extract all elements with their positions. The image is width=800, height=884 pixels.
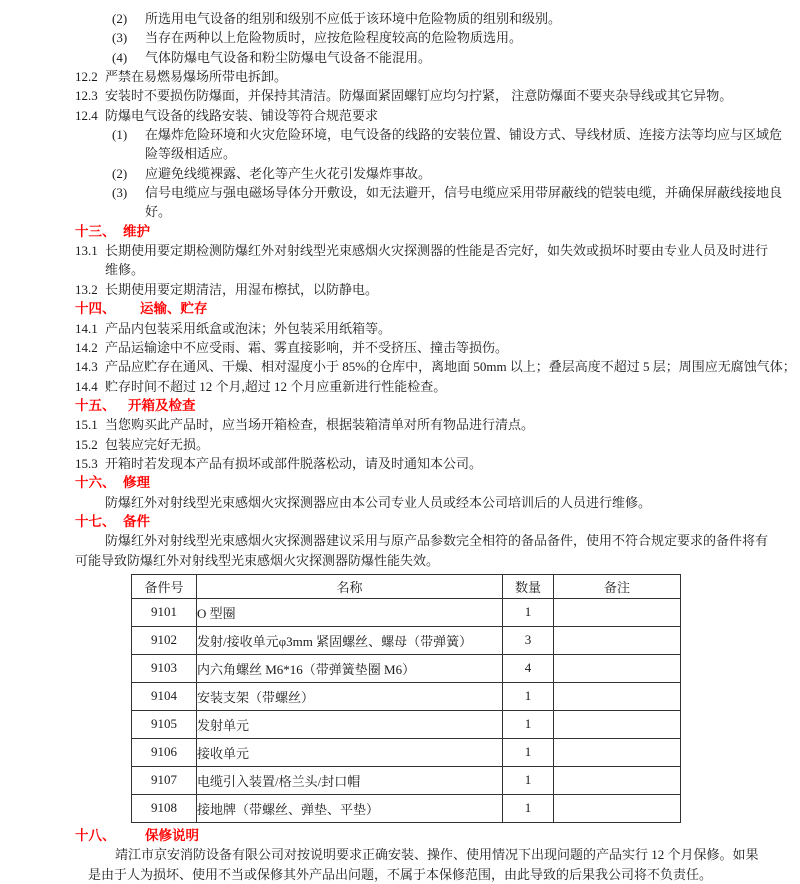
clause-text: 严禁在易燃易爆场所带电拆卸。 — [105, 69, 288, 85]
clause-number: 14.3 — [75, 359, 98, 375]
list-item — [75, 9, 740, 28]
clause-number: 15.3 — [75, 455, 98, 471]
heading-number: 十六、 — [75, 475, 116, 491]
heading-title: 运输、贮存 — [140, 301, 208, 317]
name-cell: 安装支架（带螺丝） — [197, 682, 503, 710]
name-cell: 接地牌（带螺丝、弹垫、平垫） — [197, 794, 503, 822]
item-number: (3) — [112, 185, 128, 201]
clause-text: 产品内包装采用纸盒或泡沫；外包装采用纸箱等。 — [105, 320, 392, 336]
table-row — [132, 710, 681, 738]
item-number: (2) — [112, 11, 128, 26]
item-number: (1) — [112, 127, 128, 143]
heading-number: 十八、 — [75, 827, 116, 843]
clause-number: 12.3 — [75, 88, 98, 104]
name-cell: 电缆引入装置/格兰头/封口帽 — [197, 766, 503, 794]
clause-text: 开箱时若发现本产品有损坏或部件脱落松动，请及时通知本公司。 — [105, 455, 483, 471]
part-no-cell: 9103 — [132, 654, 197, 682]
clause-12-4 — [75, 106, 740, 125]
heading-number: 十四、 — [75, 301, 116, 317]
clause-15-3 — [75, 454, 740, 473]
clause-number: 14.4 — [75, 378, 98, 394]
continuation-line: 维修。 — [105, 262, 145, 278]
qty-cell: 1 — [503, 710, 554, 738]
heading-title: 维护 — [123, 223, 150, 239]
part-no-cell: 9101 — [132, 598, 197, 626]
table-row — [132, 682, 681, 710]
list-item — [75, 48, 740, 67]
item-text: 应避免线缆裸露、老化等产生火花引发爆炸事故。 — [145, 165, 432, 181]
clause-12-3 — [75, 86, 740, 105]
clause-12-2 — [75, 67, 740, 86]
clause-number: 14.1 — [75, 320, 98, 336]
remark-cell — [554, 794, 681, 822]
table-header-qty: 数量 — [503, 574, 554, 598]
section-heading-16 — [75, 473, 740, 492]
qty-cell: 1 — [503, 738, 554, 766]
part-no-cell: 9106 — [132, 738, 197, 766]
item-text: 气体防爆电气设备和粉尘防爆电气设备不能混用。 — [145, 49, 432, 65]
table-row — [132, 654, 681, 682]
table-row — [132, 598, 681, 626]
part-no-cell: 9104 — [132, 682, 197, 710]
part-no-cell: 9105 — [132, 710, 197, 738]
clause-text: 产品应贮存在通风、干燥、相对湿度小于 85%的仓库中，离地面 50mm 以上；叠层高度不超过 5 层；周围应无腐蚀气体； — [105, 359, 796, 375]
remark-cell — [554, 766, 681, 794]
remark-cell — [554, 598, 681, 626]
qty-cell: 1 — [503, 766, 554, 794]
table-row — [132, 794, 681, 822]
item-text: 当存在两种以上危险物质时，应按危险程度较高的危险物质选用。 — [145, 30, 523, 46]
remark-cell — [554, 682, 681, 710]
item-number: (4) — [112, 49, 128, 65]
section-heading-13 — [75, 222, 740, 241]
clause-text: 包装应完好无损。 — [105, 436, 210, 452]
table-row — [132, 738, 681, 766]
clause-14-4 — [75, 377, 740, 396]
qty-cell: 1 — [503, 794, 554, 822]
remark-cell — [554, 710, 681, 738]
section-16-paragraph: 防爆红外对射线型光束感烟火灾探测器应由本公司专业人员或经本公司培训后的人员进行维修。 — [105, 494, 652, 510]
table-row — [132, 626, 681, 654]
name-cell: 内六角螺丝 M6*16（带弹簧垫圈 M6） — [197, 654, 503, 682]
section-18-paragraph: 靖江市京安消防设备有限公司对按说明要求正确安装、操作、使用情况下出现问题的产品实行 12 个月保修。如果 — [115, 847, 759, 863]
heading-number: 十五、 — [75, 397, 116, 413]
part-no-cell: 9102 — [132, 626, 197, 654]
clause-text: 贮存时间不超过 12 个月,超过 12 个月应重新进行性能检查。 — [105, 378, 447, 394]
list-item — [75, 183, 783, 202]
heading-title: 修理 — [123, 475, 150, 491]
clause-text: 当您购买此产品时，应当场开箱检查，根据装箱清单对所有物品进行清点。 — [105, 417, 535, 433]
clause-number: 12.2 — [75, 69, 98, 85]
section-heading-14 — [75, 299, 740, 318]
clause-text: 防爆电气设备的线路安装、铺设等符合规范要求 — [105, 107, 379, 123]
clause-text: 长期使用要定期检测防爆红外对射线型光束感烟火灾探测器的性能是否完好，如失效或损坏时要由专业人员及时进行 — [105, 243, 769, 259]
name-cell: O 型圈 — [197, 598, 503, 626]
clause-text: 长期使用要定期清洁，用湿布檫拭，以防静电。 — [105, 281, 379, 297]
clause-14-1 — [75, 319, 740, 338]
heading-title: 保修说明 — [145, 827, 199, 843]
name-cell: 接收单元 — [197, 738, 503, 766]
list-item — [75, 125, 783, 144]
heading-title: 备件 — [123, 513, 150, 529]
clause-text: 产品运输途中不应受雨、霜、雾直接影响，并不受挤压、撞击等损伤。 — [105, 339, 509, 355]
table-row — [132, 766, 681, 794]
table-header-part-no: 备件号 — [132, 574, 197, 598]
item-number: (2) — [112, 165, 128, 181]
heading-number: 十三、 — [75, 223, 116, 239]
item-number: (3) — [112, 30, 128, 46]
list-item — [75, 28, 740, 47]
section-heading-17 — [75, 512, 740, 531]
continuation-line: 是由于人为损坏、使用不当或保修其外产品出问题，不属于本保修范围，由此导致的后果我公司将不负责任。 — [88, 866, 713, 882]
table-header-remark: 备注 — [554, 574, 681, 598]
clause-text: 安装时不要损伤防爆面，并保持其清洁。防爆面紧固螺钉应均匀拧紧， 注意防爆面不要夹杂导线或其它异物。 — [105, 88, 733, 104]
part-no-cell: 9108 — [132, 794, 197, 822]
item-text: 在爆炸危险环境和火灾危险环境，电气设备的线路的安装位置、铺设方式、导线材质、连接方法等均应与区域危 — [145, 127, 783, 143]
clause-14-2 — [75, 338, 740, 357]
remark-cell — [554, 626, 681, 654]
remark-cell — [554, 738, 681, 766]
clause-number: 14.2 — [75, 339, 98, 355]
section-heading-15 — [75, 396, 740, 415]
continuation-line: 可能导致防爆红外对射线型光束感烟火灾探测器防爆性能失效。 — [75, 552, 440, 568]
table-header-name: 名称 — [197, 574, 503, 598]
clause-number: 15.1 — [75, 417, 98, 433]
qty-cell: 3 — [503, 626, 554, 654]
clause-number: 13.1 — [75, 243, 98, 259]
continuation-line: 好。 — [145, 204, 172, 220]
item-text: 信号电缆应与强电磁场导体分开敷设，如无法避开，信号电缆应采用带屏蔽线的铠装电缆，并确保屏蔽线接地良 — [145, 185, 783, 201]
clause-13-2 — [75, 280, 740, 299]
clause-number: 12.4 — [75, 107, 98, 123]
section-heading-18 — [75, 826, 740, 845]
clause-15-1 — [75, 415, 740, 434]
name-cell: 发射/接收单元φ3mm 紧固螺丝、螺母（带弹簧） — [197, 626, 503, 654]
heading-number: 十七、 — [75, 513, 116, 529]
name-cell: 发射单元 — [197, 710, 503, 738]
item-text: 所选用电气设备的组别和级别不应低于该环境中危险物质的组别和级别。 — [145, 11, 562, 26]
clause-number: 15.2 — [75, 436, 98, 452]
clause-15-2 — [75, 435, 740, 454]
clause-number: 13.2 — [75, 281, 98, 297]
clause-13-1 — [75, 241, 769, 260]
spare-parts-table — [131, 574, 681, 823]
table-header-row — [132, 574, 681, 598]
heading-title: 开箱及检查 — [128, 397, 196, 413]
remark-cell — [554, 654, 681, 682]
qty-cell: 1 — [503, 598, 554, 626]
part-no-cell: 9107 — [132, 766, 197, 794]
list-item — [75, 164, 740, 183]
continuation-line: 险等级相适应。 — [145, 146, 237, 162]
clause-14-3 — [75, 357, 796, 376]
qty-cell: 4 — [503, 654, 554, 682]
section-17-paragraph: 防爆红外对射线型光束感烟火灾探测器建议采用与原产品参数完全相符的备品备件，使用不符合规定要求的备件将有 — [105, 533, 769, 549]
qty-cell: 1 — [503, 682, 554, 710]
